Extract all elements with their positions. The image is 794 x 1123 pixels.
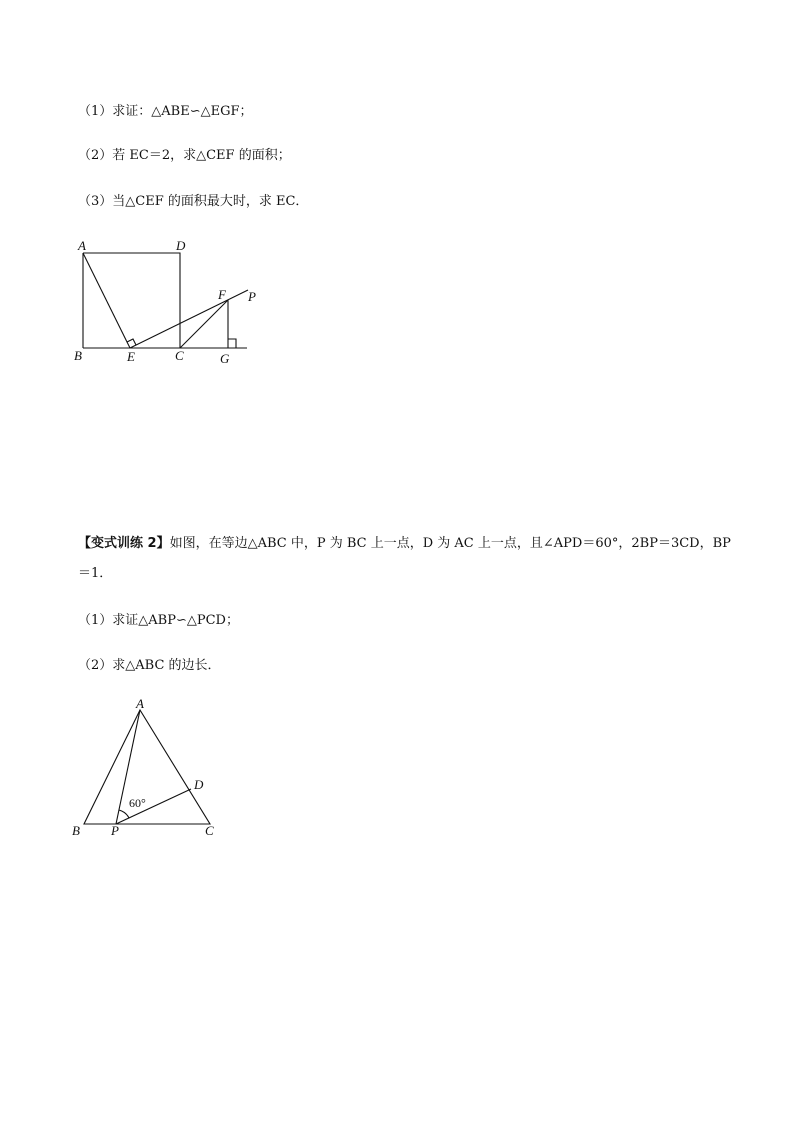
label-p: P <box>248 289 256 304</box>
label-c: C <box>175 348 184 363</box>
problem2-question-1: （1）求证△ABP∽△PCD； <box>78 613 239 628</box>
segment-pd <box>116 789 191 824</box>
problem1-question-3: （3）当△CEF 的面积最大时，求 EC． <box>78 194 309 209</box>
label-e: E <box>127 349 135 364</box>
label-b2: B <box>72 823 80 838</box>
angle-label-60: 60° <box>129 796 146 810</box>
problem1-question-2: （2）若 EC＝2，求△CEF 的面积； <box>78 148 291 163</box>
label-a2: A <box>136 696 144 711</box>
label-d2: D <box>194 777 204 792</box>
problem2-question-2: （2）求△ABC 的边长． <box>78 658 221 673</box>
label-b: B <box>74 348 82 363</box>
triangle-abc <box>84 710 210 824</box>
problem2-stem-line2: ＝1． <box>78 566 113 581</box>
label-f: F <box>218 287 226 302</box>
angle-arc-apd <box>119 810 129 818</box>
problem2-stem-text: 如图，在等边△ABC 中，P 为 BC 上一点，D 为 AC 上一点，且∠APD＝60°，2BP＝3CD，BP <box>169 536 731 551</box>
label-p2: P <box>111 823 119 838</box>
label-d: D <box>176 238 186 253</box>
label-g: G <box>220 351 230 366</box>
label-c2: C <box>205 823 214 838</box>
problem1-question-1: （1）求证：△ABE∽△EGF； <box>78 104 253 119</box>
problem2-tag: 【变式训练 2】 <box>78 536 170 551</box>
label-a: A <box>78 238 86 253</box>
